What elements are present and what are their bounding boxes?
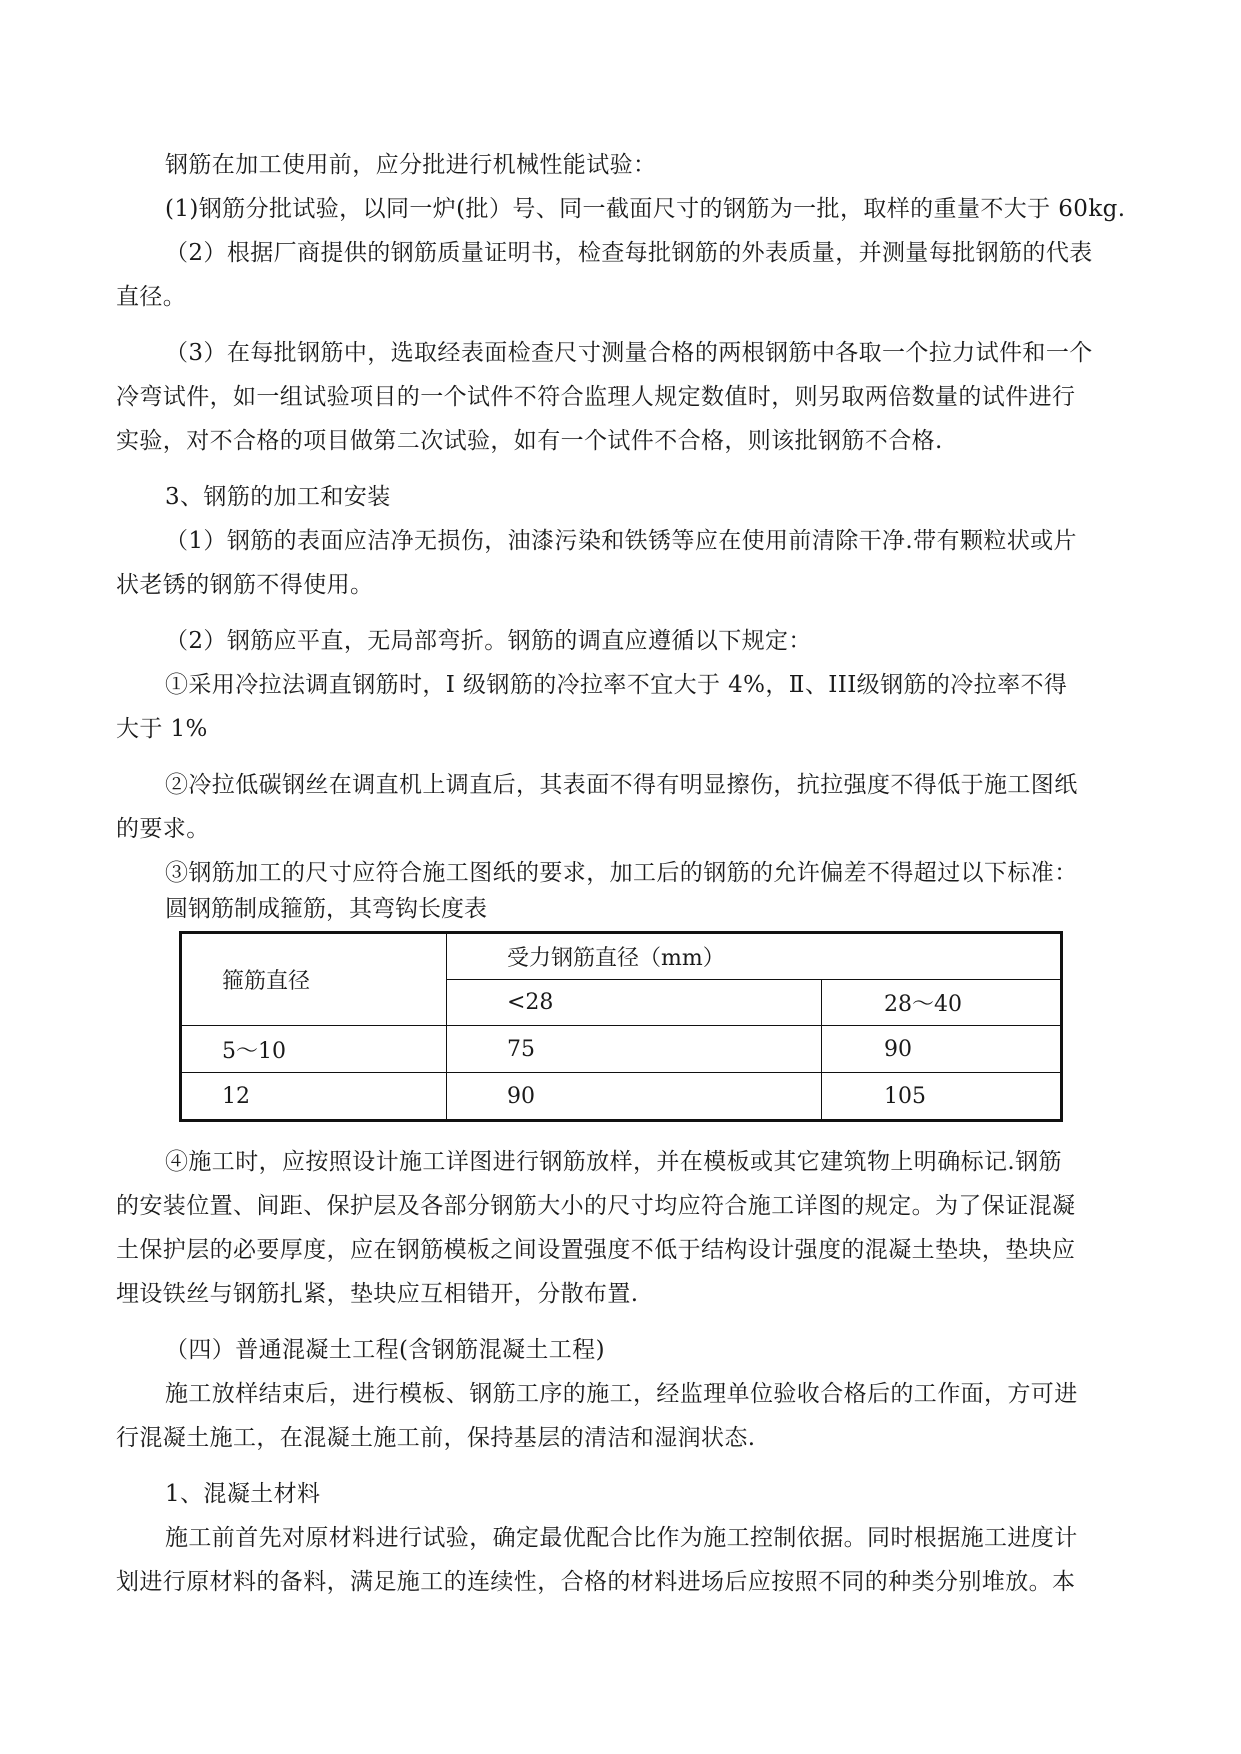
hook-length-table: [179, 931, 1063, 1122]
table-caption: 圆钢筋制成箍筋，其弯钩长度表: [165, 896, 487, 922]
paragraph-line-13: 大于 1%: [116, 716, 208, 742]
paragraph-line-3: （2）根据厂商提供的钢筋质量证明书，检查每批钢筋的外表质量，并测量每批钢筋的代表: [165, 240, 1093, 266]
paragraph-line-22: 施工放样结束后，进行模板、钢筋工序的施工，经监理单位验收合格后的工作面，方可进: [165, 1381, 1078, 1407]
rebar-diameter-header: 受力钢筋直径（mm）: [447, 933, 1062, 980]
section-heading-4: （四）普通混凝土工程(含钢筋混凝土工程): [165, 1337, 605, 1363]
table-cell: 90: [447, 1073, 822, 1121]
table-cell: 75: [447, 1026, 822, 1073]
section-heading-3: 3、钢筋的加工和安装: [165, 484, 391, 510]
paragraph-line-12: ①采用冷拉法调直钢筋时，I 级钢筋的冷拉率不宜大于 4%，Ⅱ、III级钢筋的冷拉率不得: [165, 672, 1068, 698]
paragraph-line-18: 的安装位置、间距、保护层及各部分钢筋大小的尺寸均应符合施工详图的规定。为了保证混凝: [116, 1193, 1076, 1219]
paragraph-line-6: 冷弯试件，如一组试验项目的一个试件不符合监理人规定数值时，则另取两倍数量的试件进行: [116, 384, 1076, 410]
paragraph-line-2: (1)钢筋分批试验，以同一炉(批）号、同一截面尺寸的钢筋为一批，取样的重量不大于 60kg.: [165, 196, 1126, 222]
paragraph-line-26: 划进行原材料的备料，满足施工的连续性，合格的材料进场后应按照不同的种类分别堆放。本: [116, 1569, 1076, 1595]
paragraph-line-11: （2）钢筋应平直，无局部弯折。钢筋的调直应遵循以下规定：: [165, 628, 812, 654]
table-row: [181, 1026, 1062, 1073]
paragraph-line-15: 的要求。: [116, 816, 210, 842]
paragraph-line-14: ②冷拉低碳钢丝在调直机上调直后，其表面不得有明显擦伤，抗拉强度不得低于施工图纸: [165, 772, 1078, 798]
paragraph-line-16: ③钢筋加工的尺寸应符合施工图纸的要求，加工后的钢筋的允许偏差不得超过以下标准：: [165, 860, 1078, 886]
paragraph-line-20: 埋设铁丝与钢筋扎紧，垫块应互相错开，分散布置.: [116, 1281, 639, 1307]
paragraph-line-23: 行混凝土施工，在混凝土施工前，保持基层的清洁和湿润状态.: [116, 1425, 756, 1451]
paragraph-line-25: 施工前首先对原材料进行试验，确定最优配合比作为施工控制依据。同时根据施工进度计: [165, 1525, 1078, 1551]
stirrup-diameter-header: 箍筋直径: [181, 933, 447, 1026]
paragraph-line-9: （1）钢筋的表面应洁净无损伤，油漆污染和铁锈等应在使用前清除干净.带有颗粒状或片: [165, 528, 1077, 554]
table-cell: 105: [822, 1073, 1062, 1121]
paragraph-line-1: 钢筋在加工使用前，应分批进行机械性能试验：: [165, 152, 657, 178]
paragraph-line-4: 直径。: [116, 284, 187, 310]
table-row: [181, 1073, 1062, 1121]
paragraph-line-10: 状老锈的钢筋不得使用。: [116, 572, 374, 598]
table-cell: 90: [822, 1026, 1062, 1073]
table-cell: 12: [181, 1073, 447, 1121]
table-header-row: [181, 933, 1062, 980]
paragraph-line-19: 土保护层的必要厚度，应在钢筋模板之间设置强度不低于结构设计强度的混凝土垫块，垫块应: [116, 1237, 1076, 1263]
paragraph-line-5: （3）在每批钢筋中，选取经表面检查尺寸测量合格的两根钢筋中各取一个拉力试件和一个: [165, 340, 1093, 366]
paragraph-line-7: 实验，对不合格的项目做第二次试验，如有一个试件不合格，则该批钢筋不合格.: [116, 428, 943, 454]
section-heading-1: 1、混凝土材料: [165, 1481, 321, 1507]
table-cell: 5～10: [181, 1026, 447, 1073]
subheader-lt28: <28: [447, 980, 822, 1026]
paragraph-line-17: ④施工时，应按照设计施工详图进行钢筋放样，并在模板或其它建筑物上明确标记.钢筋: [165, 1149, 1062, 1175]
subheader-28-40: 28～40: [822, 980, 1062, 1026]
